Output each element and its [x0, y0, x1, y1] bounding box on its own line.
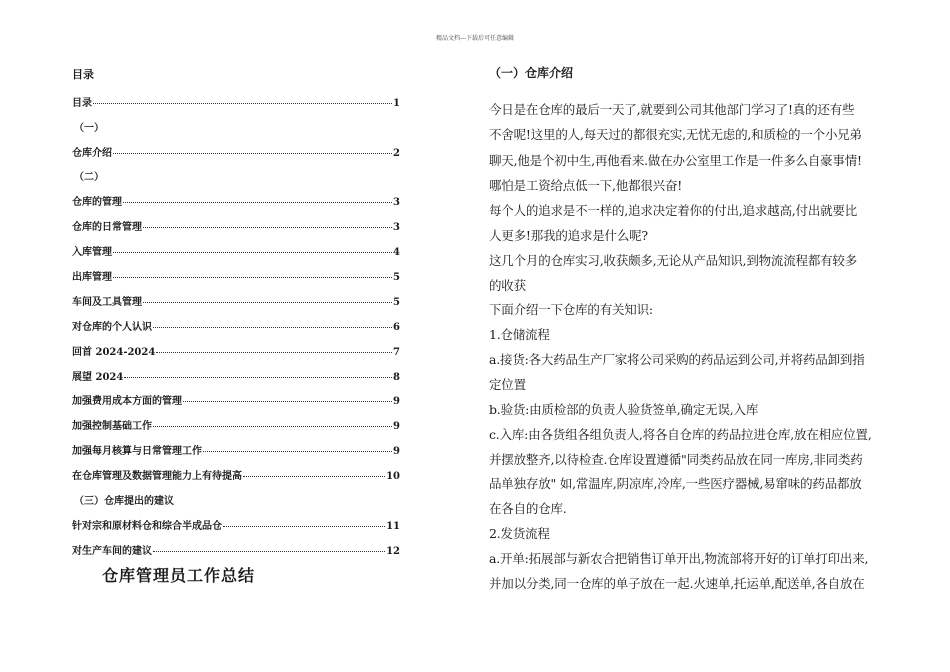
toc-entry-page: 9 [393, 446, 400, 457]
toc-leader [243, 476, 385, 477]
toc-entry-page: 2 [393, 148, 400, 159]
body-line: 下面介绍一下仓库的有关知识: [489, 302, 653, 317]
toc-entry[interactable] [72, 293, 400, 308]
body-line: b.验货:由质检部的负责人验货签单,确定无误,入库 [489, 402, 759, 417]
toc-leader [113, 252, 392, 253]
toc-entry[interactable] [72, 417, 400, 432]
body-line: 在各自的仓库. [489, 501, 567, 516]
toc-entry[interactable] [72, 218, 400, 233]
body-line: 哪怕是工资给点低一下,他都很兴奋! [489, 178, 683, 193]
toc-entry-page: 3 [393, 222, 400, 233]
toc-entry[interactable] [72, 368, 400, 383]
toc-entry-label: 加强费用成本方面的管理 [72, 396, 182, 407]
page-header: 精品文档---下载后可任意编辑 [435, 35, 515, 42]
toc-leader [153, 327, 392, 328]
body-line: 品单独存放" 如,常温库,阴凉库,冷库,一些医疗器械,易窜味的药品都放 [489, 476, 862, 491]
toc-entry[interactable] [72, 243, 400, 258]
toc-leader [124, 377, 392, 378]
toc-section-heading: （一） [74, 123, 104, 134]
toc-entry-page: 6 [393, 322, 400, 333]
toc-entry-page: 10 [386, 471, 400, 482]
body-line: 并摆放整齐,以待检查.仓库设置遵循"同类药品放在同一库房,非同类药 [489, 452, 863, 467]
toc-leader [93, 103, 392, 104]
toc-entry-page: 9 [393, 396, 400, 407]
toc-leader [156, 352, 392, 353]
toc-entry[interactable] [72, 542, 400, 557]
toc-leader [183, 401, 392, 402]
body-line: a.接货:各大药品生产厂家将公司采购的药品运到公司,并将药品卸到指 [489, 352, 865, 367]
toc-entry-label: 车间及工具管理 [72, 297, 142, 308]
body-line: 这几个月的仓库实习,收获颇多,无论从产品知识,到物流流程都有较多 [489, 253, 858, 268]
toc-leader [223, 526, 385, 527]
body-line: c.入库:由各货组各组负责人,将各自仓库的药品拉进仓库,放在相应位置, [489, 427, 872, 442]
toc-entry-label: 针对宗和原材料仓和综合半成品仓 [72, 521, 222, 532]
toc-entry[interactable] [72, 193, 400, 208]
toc-entry-label: 目录 [72, 98, 92, 109]
toc-leader [143, 227, 392, 228]
toc-entry-page: 8 [393, 372, 400, 383]
toc-entry[interactable] [72, 343, 400, 358]
body-line: 不舍呢!这里的人,每天过的都很充实,无忧无虑的,和质检的一个小兄弟 [489, 127, 862, 142]
toc-entry[interactable] [72, 517, 400, 532]
toc-entry[interactable] [72, 144, 400, 159]
toc-entry[interactable] [72, 392, 400, 407]
toc-entry-page: 5 [393, 297, 400, 308]
toc-entry-label: 加强每月核算与日常管理工作 [72, 446, 202, 457]
body-line: 人更多!那我的追求是什么呢? [489, 228, 648, 243]
toc-entry-page: 12 [386, 546, 400, 557]
document-title: 仓库管理员工作总结 [102, 566, 256, 585]
body-line: 聊天,他是个初中生,再他看来.做在办公室里工作是一件多么自豪事情! [489, 153, 862, 168]
toc-entry-page: 7 [393, 347, 400, 358]
body-line: 每个人的追求是不一样的,追求决定着你的付出,追求越高,付出就要比 [489, 203, 858, 218]
toc-entry-label: 仓库的日常管理 [72, 222, 142, 233]
toc-leader [153, 426, 392, 427]
toc-entry-label: 加强控制基础工作 [72, 421, 152, 432]
body-line: 定位置 [489, 377, 526, 392]
body-line: 的收获 [489, 278, 526, 293]
body-line: 并加以分类,同一仓库的单子放在一起.火速单,托运单,配送单,各自放在 [489, 576, 865, 591]
toc-entry-page: 5 [393, 272, 400, 283]
toc-entry-label: 出库管理 [72, 272, 112, 283]
toc-entry[interactable] [72, 442, 400, 457]
toc-entry-label: 回首 2024-2024 [72, 347, 156, 358]
toc-leader [113, 277, 392, 278]
toc-leader [123, 202, 392, 203]
toc-entry[interactable] [72, 94, 400, 109]
toc-entry[interactable] [72, 467, 400, 482]
toc-entry-page: 11 [386, 521, 400, 532]
toc-entry[interactable] [72, 318, 400, 333]
toc-entry-page: 3 [393, 197, 400, 208]
toc-leader [153, 551, 385, 552]
toc-entry-label: 对仓库的个人认识 [72, 322, 152, 333]
toc-entry-label: 仓库的管理 [72, 197, 122, 208]
toc-title: 目录 [72, 68, 94, 81]
toc-entry-label: 展望 2024 [72, 372, 124, 383]
toc-entry-page: 1 [393, 98, 400, 109]
body-line: 1.仓储流程 [489, 327, 550, 342]
body-line: 今日是在仓库的最后一天了,就要到公司其他部门学习了!真的还有些 [489, 102, 855, 117]
toc-leader [143, 302, 392, 303]
toc-entry-page: 4 [393, 247, 400, 258]
section-title: （一）仓库介绍 [489, 66, 574, 80]
toc-entry-page: 9 [393, 421, 400, 432]
toc-entry-label: 仓库介绍 [72, 148, 112, 159]
toc-leader [203, 451, 392, 452]
toc-entry-label: 对生产车间的建议 [72, 546, 152, 557]
toc-leader [113, 153, 392, 154]
toc-entry-label: 入库管理 [72, 247, 112, 258]
toc-section-heading: （二） [74, 172, 104, 183]
toc-entry-label: 在仓库管理及数据管理能力上有待提高 [72, 471, 242, 482]
body-line: a.开单:拓展部与新农合把销售订单开出,物流部将开好的订单打印出来, [489, 551, 869, 566]
body-line: 2.发货流程 [489, 526, 550, 541]
toc-entry[interactable] [72, 268, 400, 283]
toc-section-heading: （三）仓库提出的建议 [74, 496, 174, 507]
